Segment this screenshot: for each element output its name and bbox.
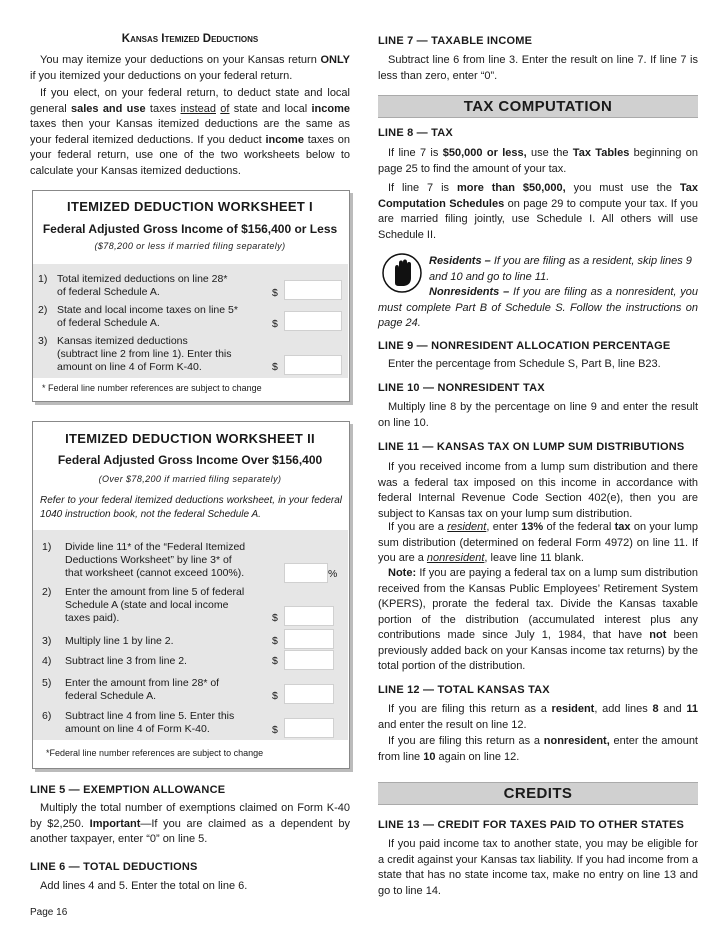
line-12-paragraph-2: If you are filing this return as a nonresident, enter the amount from line 10 again on line 12. — [378, 735, 698, 763]
ws2-line-3-amount-field[interactable] — [284, 629, 334, 649]
line-11-paragraph-3: Note: If you are paying a federal tax on a lump sum distribution received from the Kansas Public Employees’ Retirement System (KPERS), prorate the federal tax. Divide the Kansas taxable portion of the distribution (accumulated interest plus any contributions made since July 1, 1984, that have not been previously added back on your Kansas income tax returns) by the total portion of the distribution. — [378, 567, 698, 672]
ws1-line-3-num: 3) — [38, 335, 48, 347]
worksheet-1-subtitle: Federal Adjusted Gross Income of $156,400 or Less — [42, 222, 338, 236]
ws2-line-5-text-b: federal Schedule A. — [65, 690, 157, 702]
page-number: Page 16 — [30, 907, 68, 918]
ws2-line-1-percent-field[interactable] — [284, 563, 328, 583]
ws2-line-3-num: 3) — [42, 635, 52, 647]
ws2-line-4-amount-field[interactable] — [284, 650, 334, 670]
worksheet-2-title: ITEMIZED DEDUCTION WORKSHEET II — [65, 431, 315, 446]
ws1-line-1-amount-field[interactable] — [284, 280, 342, 300]
ws2-line-5-symbol: $ — [272, 690, 278, 702]
ws1-line-1-text-b: of federal Schedule A. — [57, 286, 160, 298]
ws2-line-6-num: 6) — [42, 710, 52, 722]
worksheet-1-note: ($78,200 or less if married filing separately) — [94, 241, 286, 251]
itemized-title: Kansas Itemized Deductions — [121, 33, 259, 45]
ws2-line-5-text-a: Enter the amount from line 28* of — [65, 677, 220, 689]
nonresidents-note — [378, 285, 698, 332]
ws1-line-3-text-c: amount on line 4 of Form K-40. — [57, 361, 202, 373]
ws2-line-4-text-a: Subtract line 3 from line 2. — [65, 655, 187, 667]
ws2-line-5-num: 5) — [42, 677, 52, 689]
itemized-paragraph-2: If you elect, on your federal return, to deduct state and local general sales and use taxes instead of state and local income taxes then your Kansas itemized deductions are the same as your federal itemized deductions. If you deduct income taxes on your federal return, use one of the two worksheets below to calculate your Kansas itemized deductions. — [30, 87, 350, 177]
ws1-line-2-amount-field[interactable] — [284, 311, 342, 331]
line-9-heading: LINE 9 — NONRESIDENT ALLOCATION PERCENTAGE — [378, 340, 671, 352]
ws1-line-3-text-b: (subtract line 2 from line 1). Enter this — [57, 348, 232, 360]
line-11-heading: LINE 11 — KANSAS TAX ON LUMP SUM DISTRIBUTIONS — [378, 441, 685, 453]
ws2-line-2-num: 2) — [42, 586, 52, 598]
ws1-line-1-text-a: Total itemized deductions on line 28* — [57, 273, 228, 285]
ws1-line-3-text-a: Kansas itemized deductions — [57, 335, 188, 347]
line-8-heading: LINE 8 — TAX — [378, 127, 453, 139]
ws2-line-2-symbol: $ — [272, 612, 278, 624]
ws2-line-1-symbol: % — [328, 568, 338, 580]
ws2-line-4-symbol: $ — [272, 655, 278, 667]
ws1-line-1-symbol: $ — [272, 287, 278, 299]
ws2-line-5-amount-field[interactable] — [284, 684, 334, 704]
residents-text: If you are filing as a resident, skip lines 9 and 10 and go to line 11. — [429, 255, 692, 283]
ws2-line-2-text-a: Enter the amount from line 5 of federal — [65, 586, 245, 598]
line-13-heading: LINE 13 — CREDIT FOR TAXES PAID TO OTHER STATES — [378, 819, 685, 831]
ws1-line-2-text-b: of federal Schedule A. — [57, 317, 160, 329]
line-5-text: Multiply the total number of exemptions claimed on Form K-40 by $2,250. Important—If you are claimed as a dependent by another taxpayer, enter “0” on line 5. — [30, 802, 350, 845]
ws2-line-1-text-a: Divide line 11* of the “Federal Itemized — [65, 541, 246, 553]
worksheet-2-footnote: *Federal line number references are subject to change — [46, 748, 264, 758]
line-10-text: Multiply line 8 by the percentage on line 9 and enter the result on line 10. — [378, 401, 698, 429]
ws1-line-2-num: 2) — [38, 304, 48, 316]
worksheet-1-title: ITEMIZED DEDUCTION WORKSHEET I — [67, 199, 313, 214]
ws1-line-3-amount-field[interactable] — [284, 355, 342, 375]
line-6-heading: LINE 6 — TOTAL DEDUCTIONS — [30, 861, 198, 873]
line-8-paragraph-2: If line 7 is more than $50,000, you must use the Tax Computation Schedules on page 29 to compute your tax. If you are married filing jointly, use Schedule I. All others will use Schedule II. — [378, 182, 698, 241]
ws2-line-2-amount-field[interactable] — [284, 606, 334, 626]
worksheet-2-refer-note: Refer to your federal itemized deductions worksheet, in your federal 1040 instruction book, not the federal Schedule A. — [40, 495, 342, 520]
ws2-line-6-text-a: Subtract line 4 from line 5. Enter this — [65, 710, 235, 722]
ws2-line-3-text-a: Multiply line 1 by line 2. — [65, 635, 174, 647]
ws1-line-2-symbol: $ — [272, 318, 278, 330]
line-11-paragraph-2: If you are a resident, enter 13% of the federal tax on your lump sum distribution (determined on federal Form 4972) on line 11. If you are a nonresident, leave line 11 blank. — [378, 521, 698, 564]
line-8-paragraph-1: If line 7 is $50,000 or less, use the Tax Tables beginning on page 25 to find the amount of your tax. — [378, 147, 698, 175]
ws2-line-1-text-c: that worksheet (cannot exceed 100%). — [65, 567, 245, 579]
ws1-line-3-symbol: $ — [272, 361, 278, 373]
worksheet-2-note: (Over $78,200 if married filing separately) — [98, 474, 282, 484]
ws2-line-1-text-b: Deductions Worksheet” by line 3* of — [65, 554, 232, 566]
ws2-line-2-text-c: taxes paid). — [65, 612, 120, 624]
line-6-text: Add lines 4 and 5. Enter the total on line 6. — [40, 880, 248, 892]
line-13-text: If you paid income tax to another state, you may be eligible for a credit against your Kansas tax liability. If you had income from a state that has no state income tax, make no entry on line 13 and go to line 14. — [378, 838, 698, 897]
ws2-line-4-num: 4) — [42, 655, 52, 667]
residents-note — [429, 254, 698, 285]
line-7-text: Subtract line 6 from line 3. Enter the result on line 7. If line 7 is less than zero, enter “0”. — [378, 54, 698, 82]
ws1-line-2-text-a: State and local income taxes on line 5* — [57, 304, 238, 316]
line-7-heading: LINE 7 — TAXABLE INCOME — [378, 35, 533, 47]
line-10-heading: LINE 10 — NONRESIDENT TAX — [378, 382, 545, 394]
itemized-paragraph-1: You may itemize your deductions on your Kansas return ONLY if you itemized your deductions on your federal return. — [30, 54, 350, 82]
line-5-heading: LINE 5 — EXEMPTION ALLOWANCE — [30, 784, 226, 796]
worksheet-1-footnote: * Federal line number references are subject to change — [42, 383, 262, 393]
credits-bar: CREDITS — [378, 782, 698, 805]
tax-computation-bar: TAX COMPUTATION — [378, 95, 698, 118]
nonresidents-text: If you are filing as a nonresident, you must complete Part B of Schedule S. Follow the instructions on page 24. — [378, 286, 699, 329]
ws1-line-1-num: 1) — [38, 273, 48, 285]
ws2-line-3-symbol: $ — [272, 635, 278, 647]
line-11-paragraph-1: If you received income from a lump sum distribution and there was a federal tax imposed on this income in accordance with federal Internal Revenue Code Section 402(e), then you are subject to Kansas tax on your lump sum distribution. — [378, 461, 698, 520]
line-9-text: Enter the percentage from Schedule S, Part B, line B23. — [388, 358, 661, 370]
line-12-heading: LINE 12 — TOTAL KANSAS TAX — [378, 684, 550, 696]
residents-label: Residents – — [429, 255, 491, 267]
nonresidents-label: Nonresidents – — [429, 286, 510, 298]
ws2-line-6-text-b: amount on line 4 of Form K-40. — [65, 723, 210, 735]
ws2-line-6-symbol: $ — [272, 724, 278, 736]
worksheet-2-subtitle: Federal Adjusted Gross Income Over $156,400 — [57, 453, 323, 467]
ws2-line-6-amount-field[interactable] — [284, 718, 334, 738]
ws2-line-2-text-b: Schedule A (state and local income — [65, 599, 229, 611]
line-12-paragraph-1: If you are filing this return as a resident, add lines 8 and 11 and enter the result on line 12. — [378, 703, 698, 731]
ws2-line-1-num: 1) — [42, 541, 52, 553]
